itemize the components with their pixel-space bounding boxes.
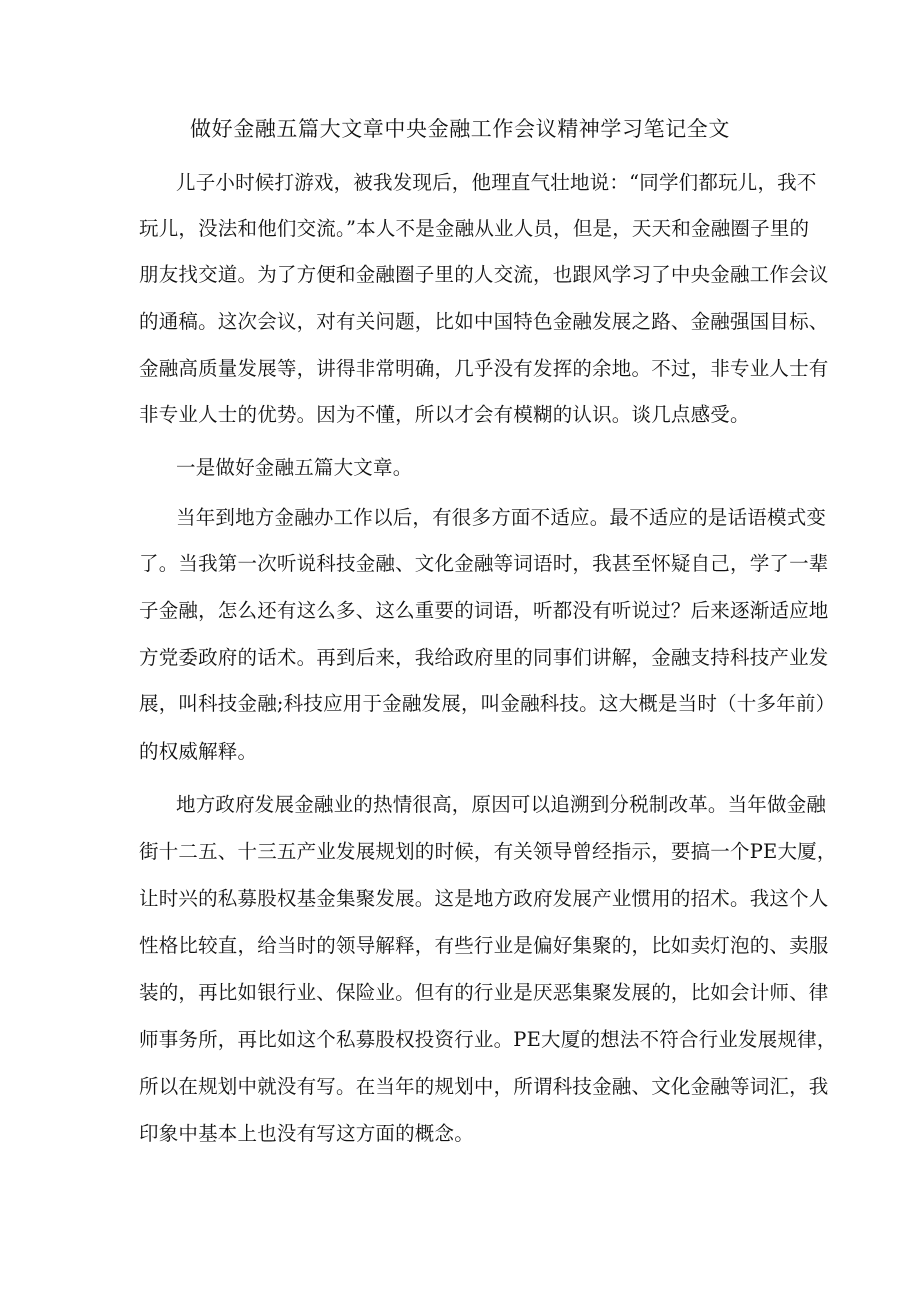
text-line: 当年到地方金融办工作以后，有很多方面不适应。最不适应的是话语模式变 xyxy=(176,506,827,529)
section-heading: 一是做好金融五篇大文章。 xyxy=(176,456,413,479)
text-line: 非专业人士的优势。因为不懂，所以才会有模糊的认识。谈几点感受。 xyxy=(139,403,750,426)
text-line: 金融高质量发展等，讲得非常明确，几乎没有发挥的余地。不过，非专业人士有 xyxy=(139,357,829,380)
text-line: 性格比较直，给当时的领导解释，有些行业是偏好集聚的，比如卖灯泡的、卖服 xyxy=(139,934,829,957)
text-line: 子金融，怎么还有这么多、这么重要的词语，听都没有听说过？后来逐渐适应地 xyxy=(139,599,829,622)
text-line: 展，叫科技金融;科技应用于金融发展，叫金融科技。这大概是当时（十多年前） xyxy=(139,692,836,715)
text-line: 师事务所，再比如这个私募股权投资行业。PE大厦的想法不符合行业发展规律， xyxy=(139,1028,837,1051)
text-line: 了。当我第一次听说科技金融、文化金融等词语时，我甚至怀疑自己，学了一辈 xyxy=(139,552,829,575)
text-line: 的权威解释。 xyxy=(139,740,258,763)
text-line: 装的，再比如银行业、保险业。但有的行业是厌恶集聚发展的，比如会计师、律 xyxy=(139,981,829,1004)
document-title: 做好金融五篇大文章中央金融工作会议精神学习笔记全文 xyxy=(190,117,730,141)
text-line: 朋友找交道。为了方便和金融圈子里的人交流，也跟风学习了中央金融工作会议 xyxy=(139,263,829,286)
text-line: 街十二五、十三五产业发展规划的时候，有关领导曾经指示，要搞一个PE大厦， xyxy=(139,840,837,863)
text-line: 玩儿，没法和他们交流。”本人不是金融从业人员，但是，天天和金融圈子里的 xyxy=(139,217,810,240)
text-line: 儿子小时候打游戏，被我发现后，他理直气壮地说：“同学们都玩儿，我不 xyxy=(176,171,817,194)
text-line: 方党委政府的话术。再到后来，我给政府里的同事们讲解，金融支持科技产业发 xyxy=(139,646,829,669)
text-line: 让时兴的私募股权基金集聚发展。这是地方政府发展产业惯用的招术。我这个人 xyxy=(139,887,829,910)
text-line: 印象中基本上也没有写这方面的概念。 xyxy=(139,1122,474,1145)
text-line: 所以在规划中就没有写。在当年的规划中，所谓科技金融、文化金融等词汇，我 xyxy=(139,1075,829,1098)
text-line: 地方政府发展金融业的热情很高，原因可以追溯到分税制改革。当年做金融 xyxy=(176,793,827,816)
text-line: 的通稿。这次会议，对有关问题，比如中国特色金融发展之路、金融强国目标、 xyxy=(139,310,829,333)
